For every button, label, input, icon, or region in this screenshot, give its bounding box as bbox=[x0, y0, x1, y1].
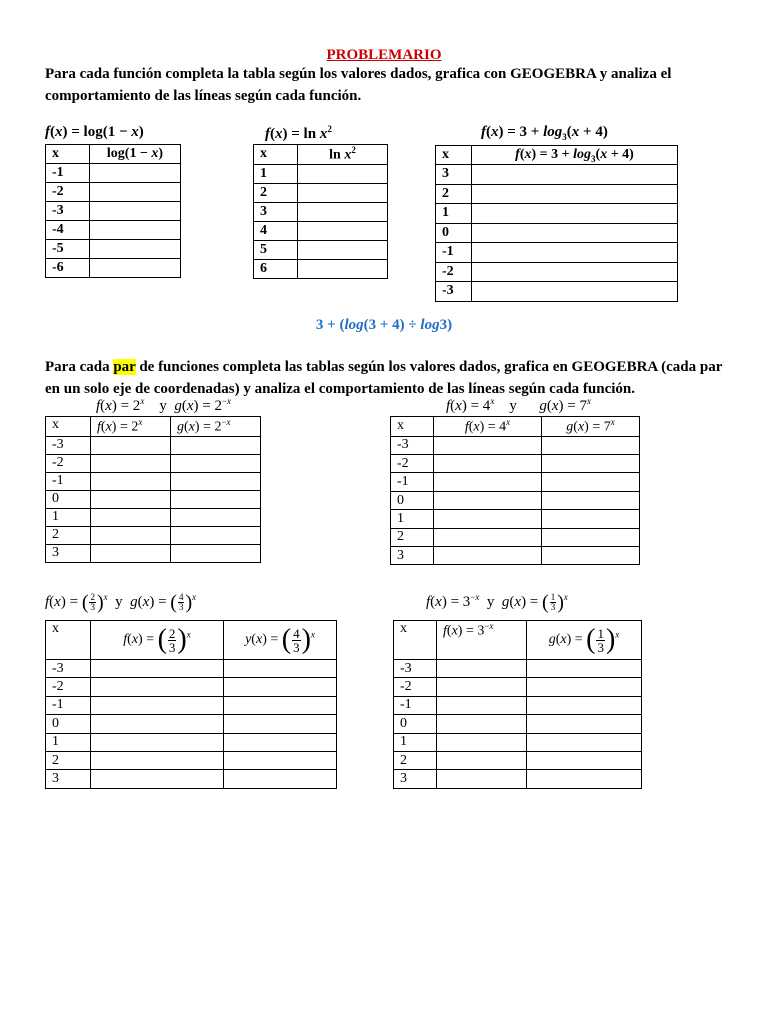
answer-cell[interactable] bbox=[298, 221, 388, 240]
table-row bbox=[254, 221, 388, 240]
table-row bbox=[394, 696, 642, 714]
x-value-cell: -3 bbox=[46, 202, 90, 221]
page-title: PROBLEMARIO bbox=[326, 47, 442, 63]
answer-cell[interactable] bbox=[171, 526, 261, 544]
table-row bbox=[46, 544, 261, 562]
answer-cell[interactable] bbox=[527, 696, 642, 714]
x-value-cell: -6 bbox=[46, 259, 90, 278]
table-row bbox=[436, 262, 678, 282]
x-value-cell: 1 bbox=[46, 733, 91, 751]
table-row bbox=[46, 221, 181, 240]
column-header: $g(x) = 7^x$ bbox=[542, 417, 640, 437]
table7 bbox=[393, 620, 642, 789]
answer-cell[interactable] bbox=[91, 490, 171, 508]
x-value-cell: 3 bbox=[391, 547, 434, 565]
answer-cell[interactable] bbox=[472, 165, 678, 185]
table-row bbox=[46, 454, 261, 472]
x-value-cell: 2 bbox=[46, 751, 91, 769]
answer-cell[interactable] bbox=[437, 770, 527, 788]
table-row bbox=[46, 733, 337, 751]
answer-cell[interactable] bbox=[91, 751, 224, 769]
table-row bbox=[391, 510, 640, 528]
x-value-cell: -2 bbox=[46, 183, 90, 202]
column-header: g(x) = ( $\frac{1}{3}$ )$^x$ bbox=[527, 621, 642, 660]
answer-cell[interactable] bbox=[171, 472, 261, 490]
answer-cell[interactable] bbox=[90, 164, 181, 183]
table-row bbox=[46, 164, 181, 183]
table-row bbox=[46, 240, 181, 259]
answer-cell[interactable] bbox=[472, 223, 678, 243]
pairs-text-start: Para cada bbox=[45, 359, 114, 375]
answer-cell[interactable] bbox=[298, 202, 388, 221]
table5 bbox=[390, 416, 640, 565]
answer-cell[interactable] bbox=[224, 715, 337, 733]
answer-cell[interactable] bbox=[91, 508, 171, 526]
table-row bbox=[46, 526, 261, 544]
answer-cell[interactable] bbox=[472, 184, 678, 204]
x-value-cell: 0 bbox=[46, 715, 91, 733]
table4-caption: $f(x) = 2^x$ y $g(x) = 2^{-x}$ bbox=[96, 396, 232, 414]
x-value-cell: 5 bbox=[254, 240, 298, 259]
answer-cell[interactable] bbox=[91, 678, 224, 696]
table-row bbox=[46, 770, 337, 788]
answer-cell[interactable] bbox=[90, 221, 181, 240]
column-header: x bbox=[394, 621, 437, 660]
column-header: x bbox=[436, 146, 472, 165]
table-row bbox=[254, 164, 388, 183]
table-row bbox=[46, 472, 261, 490]
column-header: $f(x) = 3^{-x}$ bbox=[437, 621, 527, 660]
answer-cell[interactable] bbox=[434, 528, 542, 546]
x-value-cell: -1 bbox=[391, 473, 434, 491]
table-row bbox=[394, 660, 642, 678]
x-value-cell: -4 bbox=[46, 221, 90, 240]
column-header: x bbox=[46, 145, 90, 164]
table-row bbox=[46, 202, 181, 221]
table-row bbox=[436, 223, 678, 243]
answer-cell[interactable] bbox=[91, 715, 224, 733]
x-value-cell: 2 bbox=[254, 183, 298, 202]
column-header: x bbox=[391, 417, 434, 437]
x-value-cell: 0 bbox=[46, 490, 91, 508]
table-row bbox=[391, 436, 640, 454]
answer-cell[interactable] bbox=[171, 454, 261, 472]
answer-cell[interactable] bbox=[224, 678, 337, 696]
x-value-cell: -1 bbox=[436, 243, 472, 263]
table-row bbox=[394, 678, 642, 696]
table-row bbox=[46, 660, 337, 678]
table-row bbox=[46, 259, 181, 278]
answer-cell[interactable] bbox=[437, 696, 527, 714]
x-value-cell: -3 bbox=[391, 436, 434, 454]
answer-cell[interactable] bbox=[298, 183, 388, 202]
column-header: $g(x) = 2^{-x}$ bbox=[171, 417, 261, 437]
answer-cell[interactable] bbox=[542, 455, 640, 473]
x-value-cell: -1 bbox=[46, 696, 91, 714]
intro-paragraph: Para cada función completa la tabla según los valores dados, grafica con GEOGEBRA y analiza el comportamiento de las líneas según cada función. bbox=[45, 66, 672, 104]
answer-cell[interactable] bbox=[472, 282, 678, 302]
x-value-cell: 1 bbox=[391, 510, 434, 528]
pairs-text-end: de funciones completa las tablas según los valores dados, grafica en GEOGEBRA (cada par en un solo eje de coordenadas) y analiza el comportamiento de las líneas según cada función. bbox=[45, 359, 723, 397]
table-row bbox=[436, 165, 678, 185]
answer-cell[interactable] bbox=[542, 528, 640, 546]
answer-cell[interactable] bbox=[437, 751, 527, 769]
answer-cell[interactable] bbox=[171, 490, 261, 508]
x-value-cell: -2 bbox=[394, 678, 437, 696]
x-value-cell: 2 bbox=[391, 528, 434, 546]
x-value-cell: -3 bbox=[394, 660, 437, 678]
x-value-cell: -5 bbox=[46, 240, 90, 259]
table-header-row bbox=[391, 417, 640, 437]
answer-cell[interactable] bbox=[527, 660, 642, 678]
answer-cell[interactable] bbox=[472, 204, 678, 224]
table-header-row bbox=[394, 621, 642, 660]
table-row bbox=[436, 282, 678, 302]
answer-cell[interactable] bbox=[434, 436, 542, 454]
x-value-cell: 2 bbox=[46, 526, 91, 544]
column-header: x bbox=[46, 417, 91, 437]
column-header: x bbox=[46, 621, 91, 660]
answer-cell[interactable] bbox=[542, 436, 640, 454]
x-value-cell: -2 bbox=[391, 455, 434, 473]
x-value-cell: 0 bbox=[394, 715, 437, 733]
table-header-row bbox=[46, 145, 181, 164]
table-row bbox=[394, 715, 642, 733]
x-value-cell: 1 bbox=[394, 733, 437, 751]
x-value-cell: 2 bbox=[436, 184, 472, 204]
answer-cell[interactable] bbox=[434, 510, 542, 528]
answer-cell[interactable] bbox=[90, 240, 181, 259]
x-value-cell: 3 bbox=[436, 165, 472, 185]
column-header: f(x) = ( $\frac{2}{3}$ )$^x$ bbox=[91, 621, 224, 660]
x-value-cell: 0 bbox=[391, 491, 434, 509]
pairs-paragraph bbox=[45, 356, 725, 400]
answer-cell[interactable] bbox=[542, 547, 640, 565]
table-row bbox=[46, 715, 337, 733]
answer-cell[interactable] bbox=[527, 770, 642, 788]
table-row bbox=[436, 243, 678, 263]
table5-caption: $f(x) = 4^x$ y $g(x) = 7^x$ bbox=[446, 396, 591, 414]
x-value-cell: 4 bbox=[254, 221, 298, 240]
x-value-cell: 3 bbox=[46, 770, 91, 788]
x-value-cell: 6 bbox=[254, 259, 298, 278]
x-value-cell: 1 bbox=[436, 204, 472, 224]
answer-cell[interactable] bbox=[224, 751, 337, 769]
column-header: x bbox=[254, 145, 298, 165]
table-header-row bbox=[254, 145, 388, 165]
x-value-cell: 0 bbox=[436, 223, 472, 243]
answer-cell[interactable] bbox=[171, 544, 261, 562]
table-row bbox=[254, 183, 388, 202]
answer-cell[interactable] bbox=[542, 491, 640, 509]
x-value-cell: -2 bbox=[46, 454, 91, 472]
table-row bbox=[391, 473, 640, 491]
answer-cell[interactable] bbox=[437, 733, 527, 751]
answer-cell[interactable] bbox=[434, 473, 542, 491]
table1 bbox=[45, 144, 181, 278]
answer-cell[interactable] bbox=[91, 436, 171, 454]
answer-cell[interactable] bbox=[90, 259, 181, 278]
table-row bbox=[436, 184, 678, 204]
table-row bbox=[46, 436, 261, 454]
table-row bbox=[394, 751, 642, 769]
answer-cell[interactable] bbox=[224, 733, 337, 751]
answer-cell[interactable] bbox=[434, 491, 542, 509]
column-header: $\ln x^2$ bbox=[298, 145, 388, 165]
column-header: $f(x) = 2^x$ bbox=[91, 417, 171, 437]
table-row bbox=[394, 733, 642, 751]
answer-cell[interactable] bbox=[298, 259, 388, 278]
table2 bbox=[253, 144, 388, 279]
x-value-cell: -3 bbox=[436, 282, 472, 302]
table-header-row bbox=[46, 621, 337, 660]
answer-cell[interactable] bbox=[224, 696, 337, 714]
table3 bbox=[435, 145, 678, 302]
table-row bbox=[46, 183, 181, 202]
answer-cell[interactable] bbox=[298, 240, 388, 259]
answer-cell[interactable] bbox=[472, 262, 678, 282]
table-row bbox=[391, 528, 640, 546]
table3-caption: $f(x) = 3 + \log_3(x + 4)$ bbox=[481, 124, 608, 142]
answer-cell[interactable] bbox=[91, 454, 171, 472]
answer-cell[interactable] bbox=[90, 202, 181, 221]
table2-caption: $f(x) = \ln x^2$ bbox=[265, 124, 332, 142]
answer-cell[interactable] bbox=[91, 733, 224, 751]
answer-cell[interactable] bbox=[527, 733, 642, 751]
answer-cell[interactable] bbox=[542, 510, 640, 528]
table-row bbox=[46, 751, 337, 769]
x-value-cell: 3 bbox=[394, 770, 437, 788]
table-row bbox=[46, 678, 337, 696]
x-value-cell: -2 bbox=[436, 262, 472, 282]
table1-caption: f(x) = log(1 − x) bbox=[45, 124, 144, 140]
table-header-row bbox=[46, 417, 261, 437]
x-value-cell: 1 bbox=[254, 164, 298, 183]
answer-cell[interactable] bbox=[437, 660, 527, 678]
highlighted-word: par bbox=[113, 359, 136, 375]
answer-cell[interactable] bbox=[91, 696, 224, 714]
answer-cell[interactable] bbox=[298, 164, 388, 183]
x-value-cell: 3 bbox=[46, 544, 91, 562]
table-header-row bbox=[436, 146, 678, 165]
x-value-cell: -1 bbox=[394, 696, 437, 714]
x-value-cell: -1 bbox=[46, 472, 91, 490]
blue-formula-note: 3 + (log(3 + 4) ÷ log3) bbox=[315, 317, 453, 333]
table6 bbox=[45, 620, 337, 789]
answer-cell[interactable] bbox=[527, 678, 642, 696]
table7-caption: $f(x) = 3^{-x}$ y g(x) = ( $\frac{1}{3}$ )$^x$ bbox=[426, 591, 568, 614]
table6-caption: f(x) = ( $\frac{2}{3}$ )$^x$ y g(x) = ( $\frac{4}{3}$ )$^x$ bbox=[45, 591, 197, 614]
answer-cell[interactable] bbox=[224, 770, 337, 788]
answer-cell[interactable] bbox=[434, 547, 542, 565]
x-value-cell: -3 bbox=[46, 436, 91, 454]
x-value-cell: 3 bbox=[254, 202, 298, 221]
x-value-cell: 1 bbox=[46, 508, 91, 526]
table-row bbox=[391, 547, 640, 565]
table-row bbox=[46, 508, 261, 526]
table-row bbox=[254, 202, 388, 221]
table-row bbox=[254, 240, 388, 259]
table-row bbox=[46, 696, 337, 714]
answer-cell[interactable] bbox=[437, 678, 527, 696]
column-header: $f(x) = 4^x$ bbox=[434, 417, 542, 437]
column-header: log(1 − x) bbox=[90, 145, 181, 164]
answer-cell[interactable] bbox=[171, 508, 261, 526]
answer-cell[interactable] bbox=[91, 472, 171, 490]
table-row bbox=[391, 491, 640, 509]
column-header: y(x) = ( $\frac{4}{3}$ )$^x$ bbox=[224, 621, 337, 660]
table-row bbox=[254, 259, 388, 278]
answer-cell[interactable] bbox=[437, 715, 527, 733]
table-row bbox=[394, 770, 642, 788]
table-row bbox=[46, 490, 261, 508]
x-value-cell: 2 bbox=[394, 751, 437, 769]
answer-cell[interactable] bbox=[91, 544, 171, 562]
table-row bbox=[391, 455, 640, 473]
table-row bbox=[436, 204, 678, 224]
answer-cell[interactable] bbox=[434, 455, 542, 473]
x-value-cell: -2 bbox=[46, 678, 91, 696]
answer-cell[interactable] bbox=[472, 243, 678, 263]
answer-cell[interactable] bbox=[91, 660, 224, 678]
table4 bbox=[45, 416, 261, 563]
column-header: $f(x) = 3 + \log_3(x + 4)$ bbox=[472, 146, 678, 165]
x-value-cell: -1 bbox=[46, 164, 90, 183]
answer-cell[interactable] bbox=[527, 751, 642, 769]
answer-cell[interactable] bbox=[527, 715, 642, 733]
answer-cell[interactable] bbox=[91, 526, 171, 544]
x-value-cell: -3 bbox=[46, 660, 91, 678]
answer-cell[interactable] bbox=[91, 770, 224, 788]
answer-cell[interactable] bbox=[542, 473, 640, 491]
answer-cell[interactable] bbox=[171, 436, 261, 454]
answer-cell[interactable] bbox=[224, 660, 337, 678]
answer-cell[interactable] bbox=[90, 183, 181, 202]
